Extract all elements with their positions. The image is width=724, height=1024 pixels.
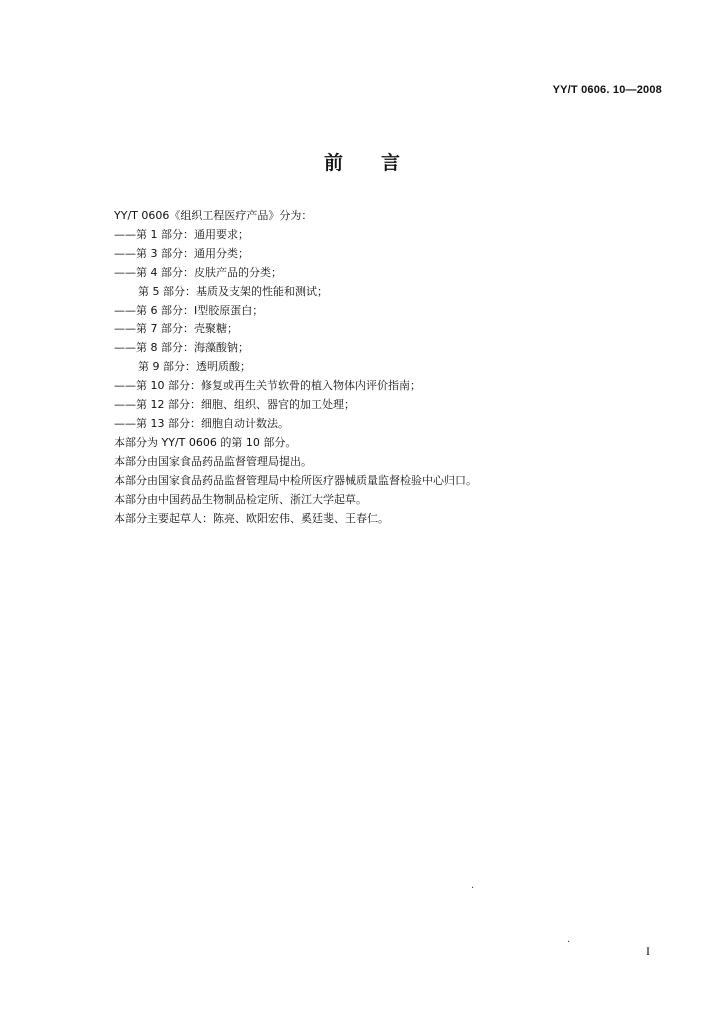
statement-line: 本部分由国家食品药品监督管理局提出。 (114, 454, 312, 468)
part-list-item: 第 9 部分：透明质酸； (138, 360, 251, 374)
preface-body (114, 207, 674, 528)
part-list-item: 第 5 部分：基质及支架的性能和测试； (138, 284, 328, 298)
page-title: 前言 (323, 152, 438, 174)
statement-line: 本部分为 YY/T 0606 的第 10 部分。 (114, 435, 297, 449)
statement-line: 本部分由国家食品药品监督管理局中检所医疗器械质量监督检验中心归口。 (114, 473, 477, 487)
part-list-item: ——第 3 部分：通用分类； (114, 246, 249, 260)
standard-number: YY/T 0606. 10—2008 (552, 84, 662, 96)
scan-speck: · (471, 883, 475, 894)
part-list-item: ——第 6 部分：Ⅰ型胶原蛋白； (114, 303, 264, 317)
scan-speck: · (567, 937, 571, 948)
part-list-item: ——第 4 部分：皮肤产品的分类； (114, 265, 282, 279)
statement-line: 本部分主要起草人：陈亮、欧阳宏伟、奚廷斐、王春仁。 (114, 511, 389, 525)
page-number: I (646, 944, 650, 958)
part-list-item: ——第 10 部分：修复或再生关节软骨的植入物体内评价指南； (114, 379, 421, 393)
part-list-item: ——第 12 部分：细胞、组织、器官的加工处理； (114, 398, 355, 412)
part-list-item: ——第 7 部分：壳聚糖； (114, 322, 238, 336)
part-list-item: ——第 13 部分：细胞自动计数法。 (114, 416, 289, 430)
part-list-item: ——第 8 部分：海藻酸钠； (114, 341, 249, 355)
statement-line: 本部分由中国药品生物制品检定所、浙江大学起草。 (114, 492, 367, 506)
part-list-item: ——第 1 部分：通用要求； (114, 227, 249, 241)
intro-line: YY/T 0606《组织工程医疗产品》分为： (114, 209, 313, 222)
